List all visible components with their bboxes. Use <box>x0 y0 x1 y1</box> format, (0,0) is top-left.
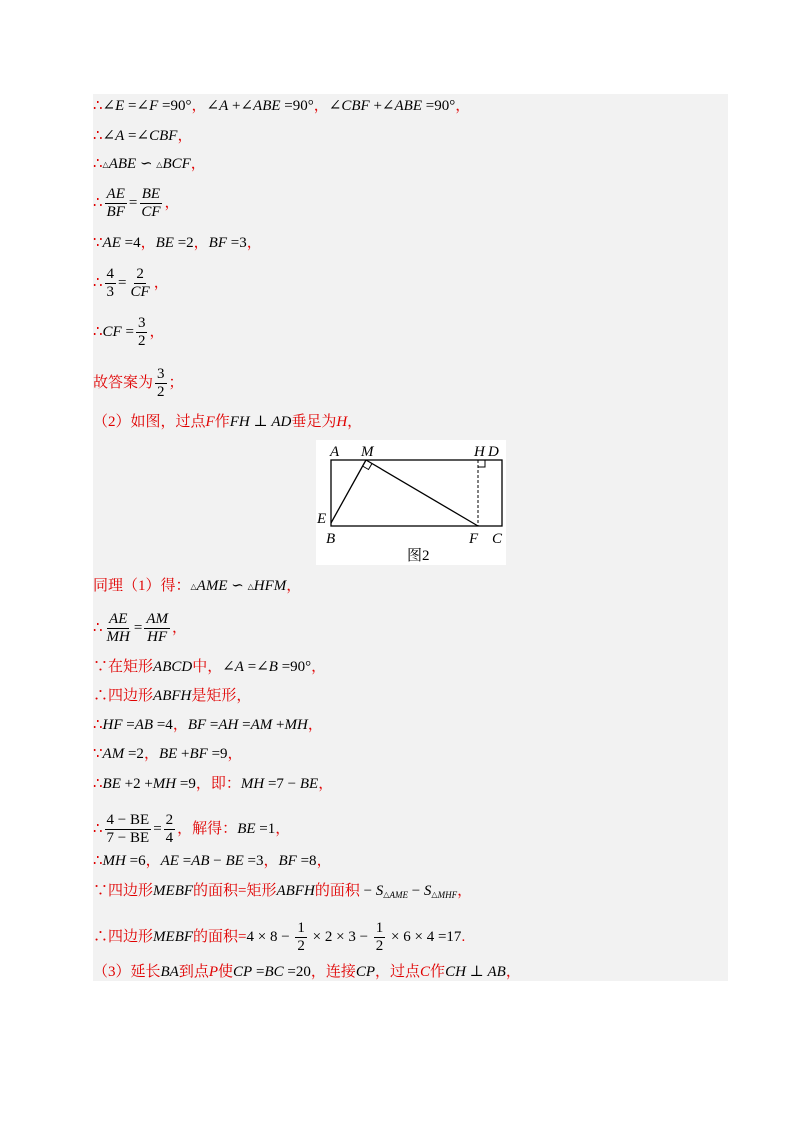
right-angle-mark-h <box>478 460 485 467</box>
rectangle-diagram <box>316 440 506 565</box>
figure-2 <box>316 440 506 565</box>
fraction: $\frac{3}{2}$ <box>157 366 165 400</box>
line-6: ∴ $\frac{4}{3}$ = $\frac{2}{CF}$ ， <box>93 266 169 300</box>
label-a: A <box>330 444 340 460</box>
label-e: E <box>317 511 327 527</box>
fraction: $\frac{2}{4}$ <box>165 812 174 846</box>
line-11: ∴ $\frac{AE}{MH}$ = $\frac{AM}{HF}$ ， <box>93 611 188 645</box>
line-4: ∴ $\frac{AE}{BF}$ = $\frac{BE}{CF}$ ， <box>93 186 180 220</box>
line-16: ∴BE +2 +MH =9，即：MH =7 − BE， <box>93 776 334 792</box>
fraction: $\frac{BE}{CF}$ <box>141 186 161 220</box>
line-5: ∵AE =4，BE =2，BF =3， <box>93 235 262 251</box>
line-2: ∴∠A =∠CBF， <box>93 128 193 144</box>
figure-caption: 图2 <box>407 548 430 564</box>
label-h: H <box>474 444 485 460</box>
fraction: $\frac{AM}{HF}$ <box>146 611 169 645</box>
fraction: $\frac{2}{CF}$ <box>130 266 150 300</box>
therefore-symbol: ∴ <box>93 98 103 114</box>
line-8: 故答案为 $\frac{3}{2}$ ； <box>93 366 184 400</box>
fraction: $\frac{1}{2}$ <box>375 920 384 954</box>
line-18: ∴MH =6，AE =AB − BE =3，BF =8， <box>93 853 332 869</box>
label-c: C <box>492 531 503 547</box>
line-17: ∴ $\frac{4 - BE}{7 - BE}$ = $\frac{2}{4}$ ，解得：BE =1， <box>93 812 291 846</box>
label-m: M <box>361 444 374 460</box>
because-symbol: ∵ <box>93 235 103 251</box>
line-10: 同理（1）得：△AME ∽ △HFM， <box>93 578 302 594</box>
line-19: ∵四边形MEBF的面积=矩形ABFH的面积 − $S_{\triangle AME} - S_{\triangle MHF}$， <box>93 883 473 900</box>
fraction: $\frac{4 - BE}{7 - BE}$ <box>106 812 150 846</box>
label-d: D <box>488 444 499 460</box>
segment-em <box>331 460 366 523</box>
line-14: ∴HF =AB =4，BF =AH =AM +MH， <box>93 717 323 733</box>
line-3: ∴△ABE ∽ △BCF， <box>93 156 206 172</box>
segment-mf <box>366 460 478 526</box>
fraction: $\frac{1}{2}$ <box>297 920 305 954</box>
line-21: （3）延长BA到点P使CP =BC =20，连接CP，过点C作CH ⊥ AB， <box>93 964 521 980</box>
line-13: ∴四边形ABFH是矩形， <box>93 688 252 704</box>
line-1: ∴∠E =∠F =90°，∠A +∠ABE =90°，∠CBF +∠ABE =90°， <box>93 98 471 114</box>
line-20: ∴四边形MEBF的面积=4 × 8 − $\frac{1}{2}$ × 2 × 3 − $\frac{1}{2}$ × 6 × 4 =17. <box>93 920 466 954</box>
label-f: F <box>469 531 479 547</box>
line-7: ∴CF = $\frac{3}{2}$ ， <box>93 315 165 349</box>
fraction: $\frac{3}{2}$ <box>137 315 146 349</box>
fraction: $\frac{4}{3}$ <box>106 266 115 300</box>
rectangle-abcd <box>331 460 502 526</box>
label-b: B <box>326 531 336 547</box>
line-9: （2）如图，过点F作FH ⊥ AD垂足为H， <box>93 414 363 430</box>
line-12: ∵在矩形ABCD中，∠A =∠B =90°， <box>93 659 327 675</box>
fraction: $\frac{AE}{MH}$ <box>106 611 130 645</box>
fraction: $\frac{AE}{BF}$ <box>106 186 125 220</box>
line-15: ∵AM =2，BE +BF =9， <box>93 746 243 762</box>
